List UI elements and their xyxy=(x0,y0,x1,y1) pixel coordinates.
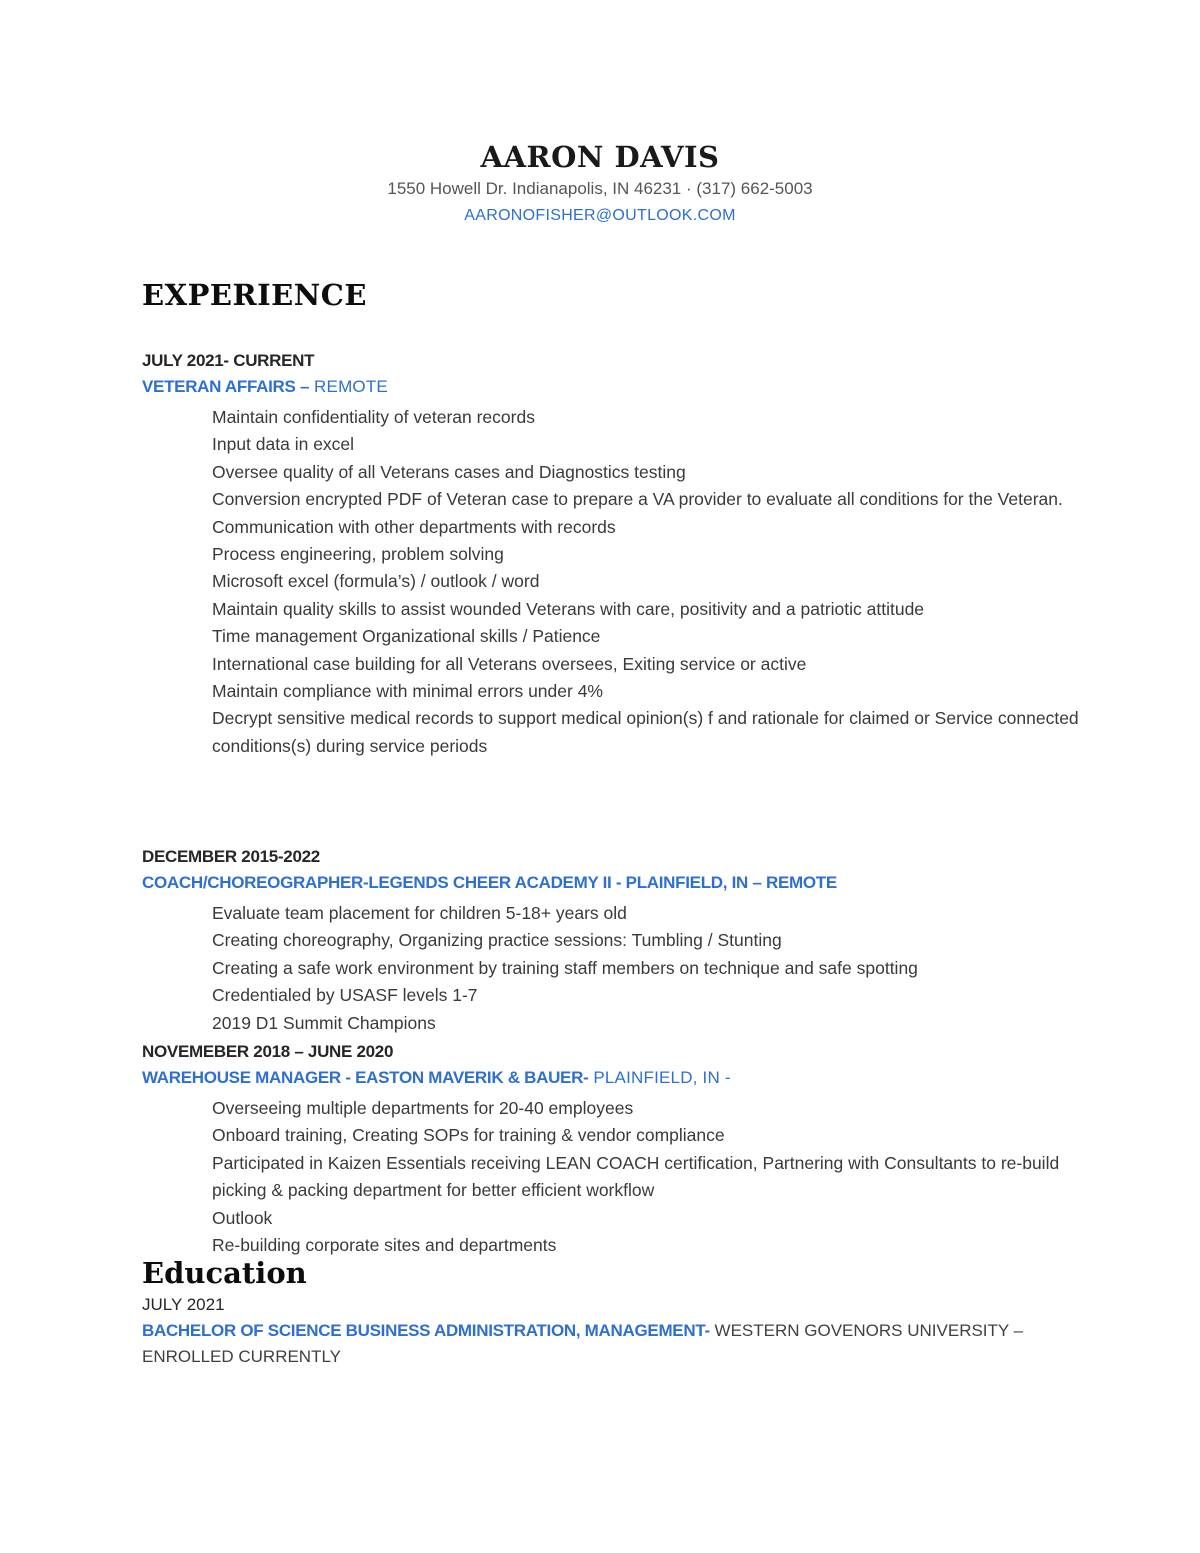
job-title-text: VETERAN AFFAIRS – xyxy=(142,377,310,396)
job-entry xyxy=(142,844,1102,1037)
candidate-name: AARON DAVIS xyxy=(480,140,720,174)
duty-item: International case building for all Veterans oversees, Exiting service or active xyxy=(212,653,807,674)
email-link[interactable]: AARONOFISHER@OUTLOOK.COM xyxy=(464,207,736,224)
job-title xyxy=(142,374,1102,400)
job-title-text: WAREHOUSE MANAGER - EASTON MAVERIK & BAUER- xyxy=(142,1068,589,1087)
duty-item: Communication with other departments with records xyxy=(212,516,616,537)
contact-info: 1550 Howell Dr. Indianapolis, IN 46231 · (317) 662-5003 xyxy=(387,179,813,198)
duty-item: Maintain confidentiality of veteran records xyxy=(212,407,535,427)
degree-title: BACHELOR OF SCIENCE BUSINESS ADMINISTRATION, MANAGEMENT- xyxy=(142,1321,710,1340)
job-title xyxy=(142,1065,1102,1091)
duty-item: Maintain compliance with minimal errors under 4% xyxy=(212,681,603,702)
job-entry xyxy=(142,1039,1102,1259)
duty-item: Outlook xyxy=(212,1207,273,1228)
duty-item: Participated in Kaizen Essentials receiving LEAN COACH certification, Partnering with Consultants to re-build picking & packing department for better efficient workflow xyxy=(212,1152,1060,1201)
education-heading: Education xyxy=(142,1256,307,1290)
duty-item: Onboard training, Creating SOPs for training & vendor compliance xyxy=(212,1125,725,1146)
job-location: PLAINFIELD, IN - xyxy=(588,1068,731,1087)
education-date: JULY 2021 xyxy=(142,1295,225,1314)
duty-item: Decrypt sensitive medical records to support medical opinion(s) f and rationale for claimed or Service connected conditions(s) during service periods xyxy=(212,708,1079,756)
job-date: JULY 2021- CURRENT xyxy=(142,351,315,370)
duty-item: Maintain quality skills to assist wounded Veterans with care, positivity and a patriotic attitude xyxy=(212,598,925,619)
duty-item: Input data in excel xyxy=(212,434,355,455)
education-degree-line xyxy=(142,1318,1102,1370)
job-duties xyxy=(142,404,1102,760)
job-duties xyxy=(142,900,1102,1037)
job-date: DECEMBER 2015-2022 xyxy=(142,847,320,866)
job-duties xyxy=(142,1095,1102,1259)
job-title xyxy=(142,870,1102,896)
education-entry xyxy=(142,1292,1102,1370)
duty-item: Conversion encrypted PDF of Veteran case to prepare a VA provider to evaluate all conditions for the Veteran. xyxy=(212,489,1063,510)
resume-header xyxy=(0,138,1200,230)
duty-item: Credentialed by USASF levels 1-7 xyxy=(212,985,478,1006)
job-location: REMOTE xyxy=(309,377,388,396)
duty-item: Oversee quality of all Veterans cases and Diagnostics testing xyxy=(212,461,686,482)
job-entry xyxy=(142,348,1102,760)
duty-item: Overseeing multiple departments for 20-40 employees xyxy=(212,1098,634,1118)
duty-item: Microsoft excel (formula’s) / outlook / word xyxy=(212,571,540,592)
duty-item: Re-building corporate sites and departments xyxy=(212,1235,557,1256)
job-date: NOVEMEBER 2018 – JUNE 2020 xyxy=(142,1042,394,1061)
duty-item: Process engineering, problem solving xyxy=(212,544,504,565)
duty-item: Creating a safe work environment by training staff members on technique and safe spotting xyxy=(212,957,918,978)
duty-item: 2019 D1 Summit Champions xyxy=(212,1012,436,1033)
duty-item: Evaluate team placement for children 5-18+ years old xyxy=(212,903,627,923)
experience-heading: EXPERIENCE xyxy=(142,278,367,312)
duty-item: Creating choreography, Organizing practice sessions: Tumbling / Stunting xyxy=(212,930,782,951)
job-title-text: COACH/CHOREOGRAPHER-LEGENDS CHEER ACADEMY II - PLAINFIELD, IN – REMOTE xyxy=(142,873,837,892)
school-name: WESTERN GOVENORS UNIVERSITY – ENROLLED CURRENTLY xyxy=(142,1321,1024,1366)
duty-item: Time management Organizational skills / Patience xyxy=(212,626,601,647)
